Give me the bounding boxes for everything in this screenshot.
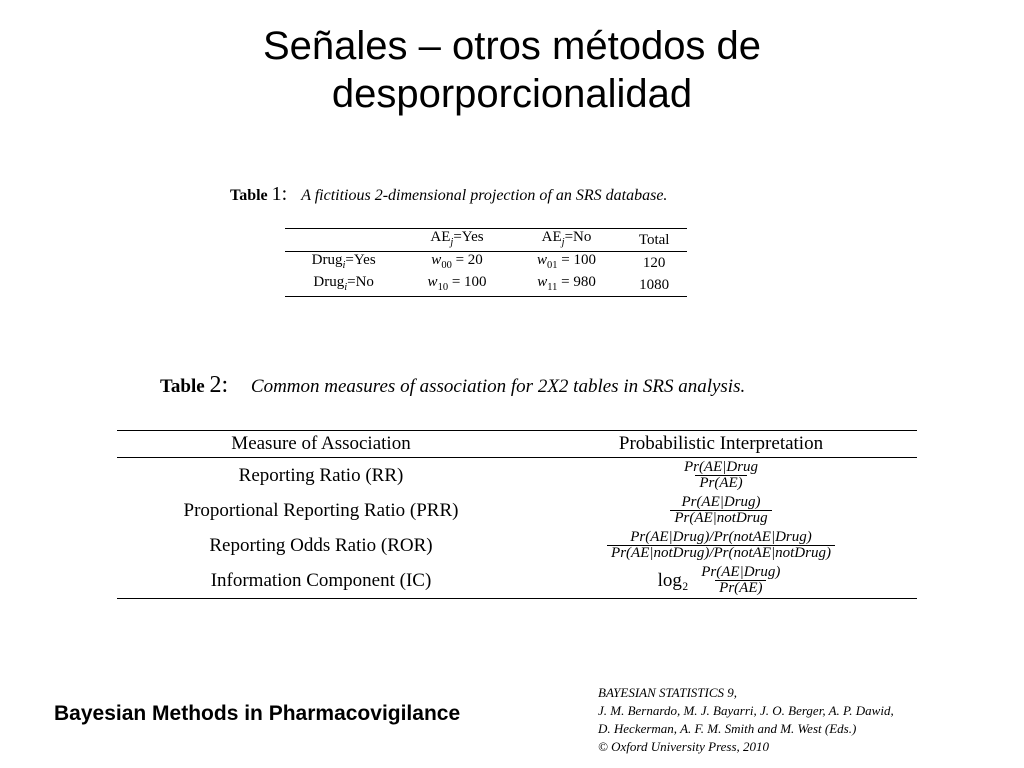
- book-title: Bayesian Methods in Pharmacovigilance: [54, 702, 461, 725]
- table1-caption-text: A fictitious 2-dimensional projection of an SRS database.: [301, 187, 668, 204]
- fraction-denominator: Pr(AE|notDrug)/Pr(notAE|notDrug): [607, 545, 835, 561]
- slide-title: [0, 22, 1024, 118]
- table-row: [117, 563, 917, 599]
- table2-header-row: [117, 431, 917, 458]
- interpretation-cell: [525, 458, 917, 494]
- table2-caption: [160, 372, 745, 399]
- fraction-numerator: Pr(AE|Drug): [701, 564, 781, 580]
- header-interpretation: Probabilistic Interpretation: [618, 433, 824, 454]
- measure-name: Reporting Odds Ratio (ROR): [209, 534, 433, 556]
- fraction: [697, 565, 784, 596]
- cell-total-no: 1080: [639, 276, 670, 293]
- interpretation-cell: [525, 493, 917, 528]
- citation-line: BAYESIAN STATISTICS 9,: [598, 685, 738, 700]
- citation-block: [598, 684, 894, 756]
- fraction: [670, 495, 771, 526]
- interpretation-cell: [525, 528, 917, 563]
- table1-header-total: Total: [638, 231, 670, 248]
- association-measures-table: [117, 430, 917, 599]
- table1-header-ae-no: $AE_j=No$: [541, 229, 592, 248]
- fraction: [680, 460, 762, 491]
- fraction-numerator: Pr(AE|Drug)/Pr(notAE|Drug): [630, 529, 812, 545]
- cell-w11: $w_{11} = 980$: [537, 274, 596, 293]
- contingency-table: [285, 228, 687, 297]
- fraction-denominator: Pr(AE|notDrug: [670, 510, 771, 526]
- measure-name: Reporting Ratio (RR): [238, 464, 404, 486]
- cell-w01: $w_{01} = 100$: [537, 252, 597, 271]
- table2-label: Table: [160, 376, 205, 397]
- interpretation-cell: [525, 563, 917, 599]
- table1-caption: [230, 183, 667, 206]
- table-row: [117, 528, 917, 563]
- measure-name: Information Component (IC): [210, 569, 432, 591]
- table-row: [117, 493, 917, 528]
- table1-header-blank: [285, 229, 402, 252]
- fraction-numerator: Pr(AE|Drug: [683, 459, 759, 475]
- table-row: [117, 458, 917, 494]
- row-label-drug-yes: Drug$_i$=Yes: [311, 252, 376, 271]
- log-prefix: log₂: [657, 569, 689, 591]
- citation-line: D. Heckerman, A. F. M. Smith and M. West (Eds.): [598, 721, 857, 736]
- fraction-numerator: Pr(AE|Drug): [681, 494, 761, 510]
- cell-w00: $w_{00} = 20$: [431, 252, 483, 271]
- fraction-denominator: Pr(AE): [715, 580, 766, 596]
- cell-total-yes: 120: [642, 254, 666, 271]
- measure-name: Proportional Reporting Ratio (PRR): [183, 499, 459, 521]
- cell-w10: $w_{10} = 100$: [427, 274, 487, 293]
- table1-number: 1:: [271, 183, 288, 205]
- citation-line: © Oxford University Press, 2010: [598, 739, 770, 754]
- table1-header-ae-yes: $AE_j=Yes$: [430, 229, 484, 248]
- header-measure: Measure of Association: [231, 433, 411, 454]
- table2-number: 2:: [209, 372, 229, 398]
- fraction-denominator: Pr(AE): [695, 475, 746, 491]
- table-row: [285, 252, 687, 275]
- fraction: [607, 530, 835, 561]
- table1-header-row: [285, 229, 687, 252]
- row-label-drug-no: Drug$_i$=No: [313, 274, 374, 293]
- title-line-2: desporporcionalidad: [331, 72, 693, 116]
- table-row: [285, 274, 687, 297]
- table2-caption-text: Common measures of association for 2X2 tables in SRS analysis.: [250, 376, 746, 397]
- table1-label: Table: [230, 187, 268, 204]
- title-line-1: Señales – otros métodos de: [262, 24, 762, 68]
- citation-line: J. M. Bernardo, M. J. Bayarri, J. O. Berger, A. P. Dawid,: [598, 703, 894, 718]
